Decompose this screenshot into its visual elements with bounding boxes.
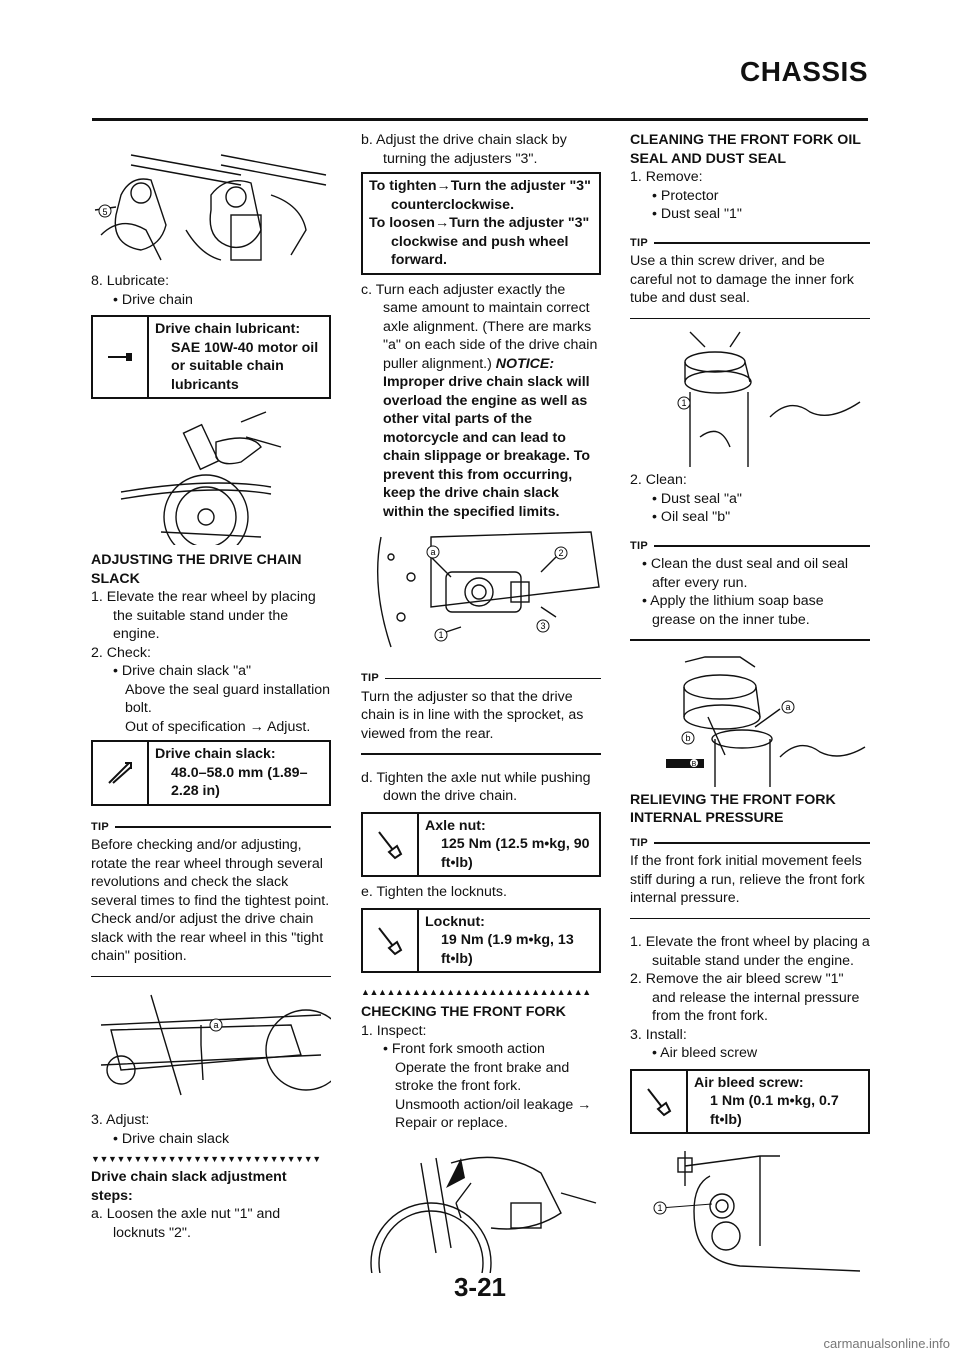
column-3 xyxy=(630,131,870,1276)
fork-step-1: 1. Inspect: xyxy=(361,1022,427,1039)
step-b: b. Adjust the drive chain slack by turning the adjusters "3". xyxy=(361,132,567,167)
callout-1: 1 xyxy=(438,630,444,640)
column-1 xyxy=(91,135,331,1242)
callout-2: 2 xyxy=(558,548,564,558)
air-bleed-box xyxy=(630,1069,870,1135)
step-d: d. Tighten the axle nut while pushing down the drive chain. xyxy=(361,769,591,804)
torque-wrench-icon-2 xyxy=(363,910,419,972)
clean-step-2-b2: • Oil seal "b" xyxy=(652,509,731,525)
slack-label: Drive chain slack: xyxy=(155,746,276,762)
chain-lube-figure-2 xyxy=(91,407,331,545)
callout-3: 3 xyxy=(540,621,546,631)
fork-step-1-text-1: Operate the front brake and stroke the front fork. xyxy=(395,1059,570,1094)
section-title-fork: CHECKING THE FRONT FORK xyxy=(361,1004,566,1020)
seal-step-1-b2: • Dust seal "1" xyxy=(652,206,742,222)
section-header: CHASSIS xyxy=(740,56,868,87)
chain-slack-figure xyxy=(91,985,331,1105)
step-3: 3. Adjust: xyxy=(91,1112,150,1128)
tip-text: Before checking and/or adjusting, rotate the rear wheel through several revolutions and check the slack several times to find the tightest point. Check and/or adjust the drive chain slack with the rear wheel in this "tight chain" position. xyxy=(91,837,330,964)
tighten-loosen-box xyxy=(361,172,601,275)
fork-step-1-text-2: Unsmooth action/oil leakage → Repair or replace. xyxy=(395,1096,592,1131)
clean-step-2: 2. Clean: xyxy=(630,472,687,488)
step-a: a. Loosen the axle nut "1" and locknuts "2". xyxy=(91,1206,281,1241)
tip-heading-5: TIP xyxy=(630,834,870,853)
callout-5: 5 xyxy=(102,207,108,217)
loosen-line: To loosen→Turn the adjuster "3" clockwise and push wheel forward. xyxy=(369,215,590,268)
tip-heading-3: TIP xyxy=(630,234,870,253)
tip-heading-2: TIP xyxy=(361,669,601,688)
ruler-icon xyxy=(93,742,149,804)
header-rule xyxy=(92,118,868,121)
pressure-step-3-bullet: • Air bleed screw xyxy=(652,1045,758,1061)
air-bleed-value: 1 Nm (0.1 m•kg, 0.7 ft•lb) xyxy=(710,1093,839,1128)
axle-nut-value: 125 Nm (12.5 m•kg, 90 ft•lb) xyxy=(441,836,590,871)
chain-lube-figure-1 xyxy=(91,135,331,267)
step-2-text-2: Out of specification → Adjust. xyxy=(125,718,311,735)
grease-b-mark: B xyxy=(691,760,697,768)
lube-icon xyxy=(93,317,149,397)
tip-heading: TIP xyxy=(91,818,331,837)
tighten-line: To tighten→Turn the adjuster "3" counterclockwise. xyxy=(369,178,591,213)
fork-step-1-bullet: • Front fork smooth action xyxy=(383,1041,545,1057)
tip-end-rule-3 xyxy=(630,318,870,320)
steps-end-marks: ▲▲▲▲▲▲▲▲▲▲▲▲▲▲▲▲▲▲▲▲▲▲▲▲▲▲▲ xyxy=(361,987,591,997)
watermark: carmanualsonline.info xyxy=(823,1336,950,1351)
callout-a-seal: a xyxy=(785,701,791,712)
air-bleed-label: Air bleed screw: xyxy=(694,1074,804,1091)
tip-end-rule xyxy=(91,976,331,978)
tip-text-5: If the front fork initial movement feels stiff during a run, relieve the front fork internal pressure. xyxy=(630,853,865,906)
slack-value: 48.0–58.0 mm (1.89–2.28 in) xyxy=(171,764,308,799)
lube-spec-box xyxy=(91,315,331,399)
air-bleed-figure xyxy=(630,1146,870,1276)
step-e: e. Tighten the locknuts. xyxy=(361,884,507,900)
callout-1-seal: 1 xyxy=(681,398,687,408)
clean-step-2-b1: • Dust seal "a" xyxy=(652,490,742,507)
axle-nut-label: Axle nut: xyxy=(425,817,486,834)
tip-text-2: Turn the adjuster so that the drive chain is in line with the sprocket, as viewed from the rear. xyxy=(361,688,584,742)
tip-end-rule-4 xyxy=(630,639,870,641)
lube-value: SAE 10W-40 motor oil or suitable chain lubricants xyxy=(171,339,319,393)
seal-step-1-b1: • Protector xyxy=(652,187,719,204)
tip-4-bullet-1: • Clean the dust seal and oil seal after every run. xyxy=(642,556,849,591)
tip-4-bullet-2: • Apply the lithium soap base grease on the inner tube. xyxy=(642,593,824,628)
slack-spec-box xyxy=(91,740,331,806)
front-fork-figure xyxy=(361,1143,601,1273)
seal-step-1: 1. Remove: xyxy=(630,169,703,185)
pressure-step-3: 3. Install: xyxy=(630,1026,687,1043)
dust-seal-figure xyxy=(630,327,870,467)
column-2 xyxy=(361,131,601,1273)
locknut-label: Locknut: xyxy=(425,913,485,930)
lube-label: Drive chain lubricant: xyxy=(155,321,301,337)
callout-a: a xyxy=(213,1020,219,1030)
pressure-step-2: 2. Remove the air bleed screw "1" and release the internal pressure from the front fork. xyxy=(630,971,860,1024)
tip-end-rule-2 xyxy=(361,753,601,755)
tip-text-3: Use a thin screw driver, and be careful not to damage the inner fork tube and dust seal. xyxy=(630,253,854,306)
locknut-value: 19 Nm (1.9 m•kg, 13 ft•lb) xyxy=(441,932,574,967)
step-8-bullet: • Drive chain xyxy=(113,291,193,308)
step-2: 2. Check: xyxy=(91,644,151,661)
step-3-bullet: • Drive chain slack xyxy=(113,1130,230,1147)
tip-heading-4: TIP xyxy=(630,537,870,556)
pressure-step-1: 1. Elevate the front wheel by placing a suitable stand under the engine. xyxy=(630,934,870,969)
page-number: 3-21 xyxy=(453,1272,507,1302)
callout-b-seal: b xyxy=(685,732,691,743)
tip-end-rule-5 xyxy=(630,918,870,920)
section-title-pressure: RELIEVING THE FRONT FORK INTERNAL PRESSURE xyxy=(630,791,836,826)
torque-wrench-icon-3 xyxy=(632,1071,688,1133)
notice-label: NOTICE: xyxy=(495,355,555,372)
torque-wrench-icon xyxy=(363,814,419,876)
step-2-text-1: Above the seal guard installation bolt. xyxy=(125,681,331,716)
notice-text: Improper drive chain slack will overload the engine as well as other vital parts of the motorcycle and can lead to chain slippage or breakage. To prevent this from occurring, keep the drive chain slack within the specified limits. xyxy=(383,374,591,520)
section-title-seal: CLEANING THE FRONT FORK OIL SEAL AND DUST SEAL xyxy=(630,132,861,167)
step-8: 8. Lubricate: xyxy=(91,273,170,289)
callout-1-bleed: 1 xyxy=(657,1203,663,1213)
oil-seal-figure xyxy=(630,647,870,787)
axle-nut-box xyxy=(361,812,601,878)
locknut-box xyxy=(361,908,601,974)
steps-title: Drive chain slack adjustment steps: xyxy=(91,1169,287,1204)
steps-start-marks: ▼▼▼▼▼▼▼▼▼▼▼▼▼▼▼▼▼▼▼▼▼▼▼▼▼▼▼ xyxy=(91,1154,321,1164)
adjuster-figure xyxy=(361,527,601,663)
step-1: 1. Elevate the rear wheel by placing the suitable stand under the engine. xyxy=(91,589,316,642)
step-2-bullet: • Drive chain slack "a" xyxy=(113,663,252,679)
step-c: c. Turn each adjuster exactly the same amount to maintain correct axle alignment. (There are marks "a" on each side of the drive chain puller alignment.) NOTICE: Improper drive chain slack will overload the engine as well as other vital parts of the motorcycle and can lead to chain slippage or breakage. To prevent this from occurring, keep the drive chain slack within the specified limits. xyxy=(361,281,598,520)
section-title-adjust: ADJUSTING THE DRIVE CHAIN SLACK xyxy=(91,552,302,587)
callout-a-adjuster: a xyxy=(430,547,436,557)
